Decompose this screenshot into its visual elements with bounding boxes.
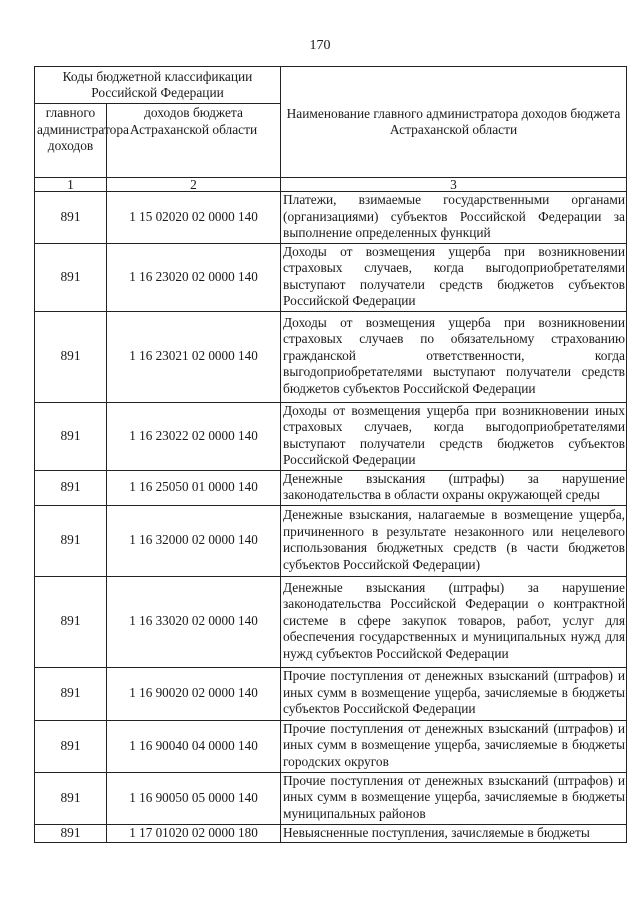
income-name: Денежные взыскания (штрафы) за нарушение законодательства Российской Федерации о контрактной системе в сфере закупок товаров, работ, услуг для обеспечения государственных и муниципальных нужд для нужд субъектов Российской Федерации [281,576,627,667]
table-row [35,243,627,311]
table-row [35,667,627,720]
admin-code: 891 [35,667,107,720]
admin-code: 891 [35,402,107,470]
income-code: 1 16 23020 02 0000 140 [107,243,281,311]
column-number-3: 3 [281,178,627,192]
income-name: Доходы от возмещения ущерба при возникновении страховых случаев по обязательному страхованию гражданской ответственности, когда выгодоприобретателями выступают получатели средств бюджетов субъектов Российской Федерации [281,311,627,402]
table-row [35,470,627,505]
income-name: Прочие поступления от денежных взысканий (штрафов) и иных сумм в возмещение ущерба, зачисляемые в бюджеты субъектов Российской Федерации [281,667,627,720]
income-code: 1 15 02020 02 0000 140 [107,192,281,244]
income-code: 1 16 90020 02 0000 140 [107,667,281,720]
table-row [35,772,627,824]
income-code: 1 16 90040 04 0000 140 [107,720,281,772]
income-code: 1 16 90050 05 0000 140 [107,772,281,824]
header-admin-column: главного администратора доходов [35,104,107,178]
income-code: 1 17 01020 02 0000 180 [107,824,281,842]
income-name: Доходы от возмещения ущерба при возникновении иных страховых случаев, когда выгодоприобретателями выступают получатели средств бюджетов субъектов Российской Федерации [281,402,627,470]
table-row [35,505,627,576]
column-number-row [35,178,627,192]
budget-classification-table [34,66,627,843]
income-code: 1 16 25050 01 0000 140 [107,470,281,505]
table-row [35,192,627,244]
header-row-group [35,67,627,104]
admin-code: 891 [35,470,107,505]
table-row [35,402,627,470]
income-name: Невыясненные поступления, зачисляемые в бюджеты [281,824,627,842]
page-number: 170 [309,38,331,53]
column-number-2: 2 [107,178,281,192]
table-row [35,720,627,772]
header-name-column: Наименование главного администратора доходов бюджета Астраханской области [281,67,627,178]
table-row [35,824,627,842]
income-name: Денежные взыскания (штрафы) за нарушение законодательства в области охраны окружающей среды [281,470,627,505]
income-name: Прочие поступления от денежных взысканий (штрафов) и иных сумм в возмещение ущерба, зачисляемые в бюджеты городских округов [281,720,627,772]
income-name: Прочие поступления от денежных взысканий (штрафов) и иных сумм в возмещение ущерба, зачисляемые в бюджеты муниципальных районов [281,772,627,824]
column-number-1: 1 [35,178,107,192]
admin-code: 891 [35,824,107,842]
income-code: 1 16 23022 02 0000 140 [107,402,281,470]
income-code: 1 16 32000 02 0000 140 [107,505,281,576]
admin-code: 891 [35,192,107,244]
table-row [35,311,627,402]
admin-code: 891 [35,243,107,311]
admin-code: 891 [35,505,107,576]
admin-code: 891 [35,311,107,402]
income-name: Доходы от возмещения ущерба при возникновении страховых случаев, когда выгодоприобретателями выступают получатели средств бюджетов субъектов Российской Федерации [281,243,627,311]
income-name: Денежные взыскания, налагаемые в возмещение ущерба, причиненного в результате незаконного или нецелевого использования бюджетных средств (в части бюджетов субъектов Российской Федерации) [281,505,627,576]
table-row [35,576,627,667]
header-code-column: доходов бюджета Астраханской области [107,104,281,178]
header-group-title: Коды бюджетной классификации Российской Федерации [35,67,281,104]
admin-code: 891 [35,576,107,667]
income-code: 1 16 33020 02 0000 140 [107,576,281,667]
income-code: 1 16 23021 02 0000 140 [107,311,281,402]
admin-code: 891 [35,720,107,772]
admin-code: 891 [35,772,107,824]
income-name: Платежи, взимаемые государственными органами (организациями) субъектов Российской Федерации за выполнение определенных функций [281,192,627,244]
